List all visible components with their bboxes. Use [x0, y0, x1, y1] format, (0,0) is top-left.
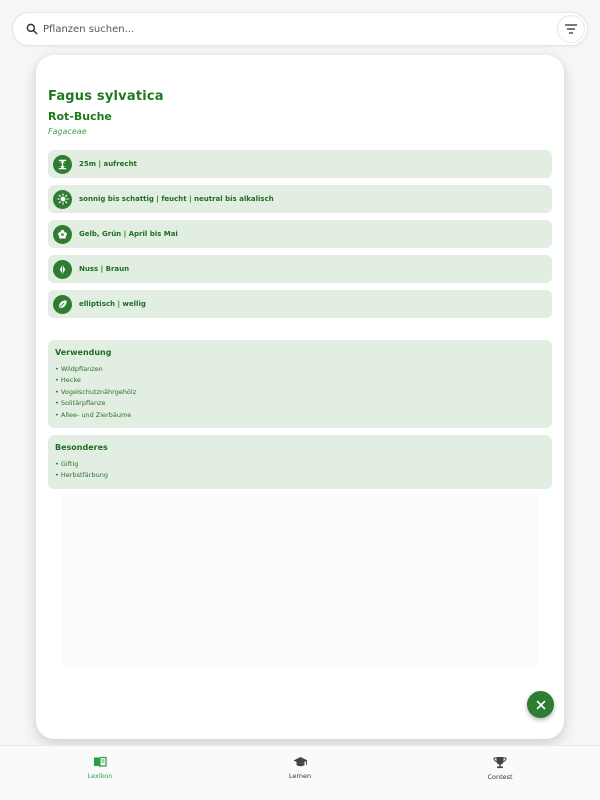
list-item: • Hecke: [55, 376, 81, 385]
fruit-icon: [53, 260, 72, 279]
scientific-name: Fagus sylvatica: [48, 89, 164, 104]
list-item: • Herbstfärbung: [55, 471, 108, 480]
bottom-navigation: [0, 745, 600, 800]
search-icon: [25, 22, 39, 36]
list-item: • Wildpflanzen: [55, 365, 103, 373]
trait-bloom: [48, 220, 552, 248]
nav-label: Lernen: [288, 772, 312, 780]
background-image: [62, 495, 538, 667]
nav-label: Lexikon: [87, 772, 113, 780]
plant-family: Fagaceae: [48, 127, 87, 136]
close-icon: [536, 700, 546, 710]
trait-text: 25m | aufrecht: [79, 160, 137, 168]
search-bar: [12, 12, 588, 46]
nav-item-lexikon[interactable]: [60, 756, 140, 780]
book-icon: [93, 756, 107, 768]
trophy-icon: [493, 756, 507, 769]
trait-fruit: [48, 255, 552, 283]
height-icon: [53, 155, 72, 174]
filter-icon: [565, 24, 577, 34]
usage-section: [48, 340, 552, 428]
nav-item-contest[interactable]: [460, 756, 540, 781]
list-item: • Allee- und Zierbäume: [55, 410, 132, 419]
trait-text: Nuss | Braun: [79, 265, 130, 273]
flower-icon: [53, 225, 72, 244]
trait-text: Gelb, Grün | April bis Mai: [79, 230, 178, 238]
close-button[interactable]: [527, 691, 554, 718]
search-input[interactable]: [43, 13, 543, 45]
list-item: • Solitärpflanze: [55, 399, 106, 408]
special-section: [48, 435, 552, 489]
trait-leaf: [48, 290, 552, 318]
filter-button[interactable]: [557, 15, 585, 43]
special-title: Besonderes: [55, 443, 108, 452]
trait-text: elliptisch | wellig: [79, 300, 146, 308]
sun-icon: [53, 190, 72, 209]
common-name: Rot-Buche: [48, 110, 112, 123]
plant-detail-card: [36, 55, 564, 739]
trait-text: sonnig bis schattig | feucht | neutral bis alkalisch: [79, 195, 274, 203]
nav-label: Contest: [487, 773, 513, 781]
trait-height: [48, 150, 552, 178]
list-item: • Vogelschutznährgehölz: [55, 387, 137, 396]
trait-location: [48, 185, 552, 213]
graduation-cap-icon: [293, 756, 308, 768]
usage-title: Verwendung: [55, 348, 112, 357]
leaf-icon: [53, 295, 72, 314]
list-item: • Giftig: [55, 460, 79, 468]
nav-item-lernen[interactable]: [260, 756, 340, 780]
